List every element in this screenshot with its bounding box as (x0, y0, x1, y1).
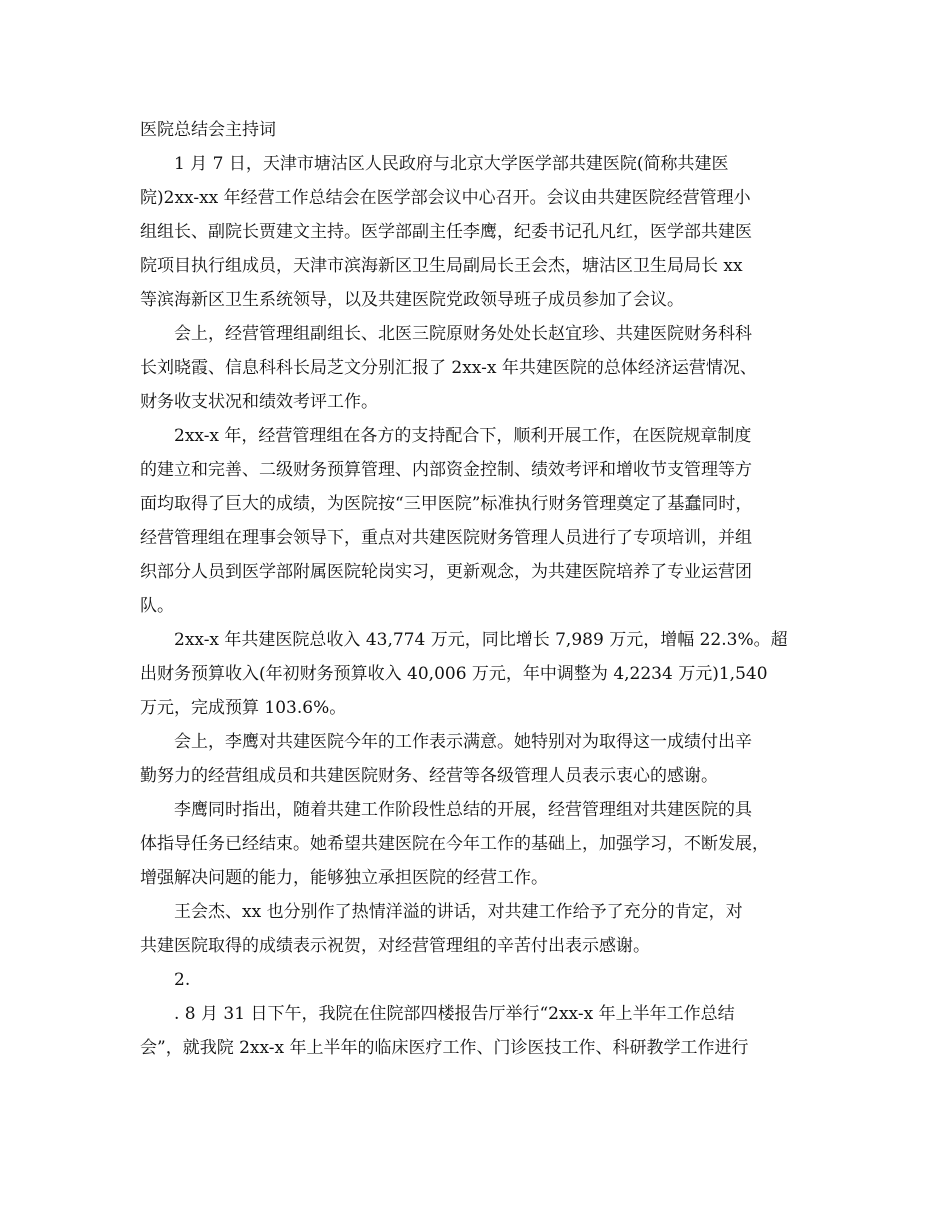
paragraph-line: 院项目执行组成员，天津市滨海新区卫生局副局长王会杰，塘沽区卫生局局长 xx (140, 256, 743, 276)
document-title: 医院总结会主持词 (140, 120, 276, 140)
paragraph-line: 2. (174, 970, 191, 990)
paragraph-1 (140, 147, 812, 317)
paragraph-line: 院)2xx-xx 年经营工作总结会在医学部会议中心召开。会议由共建医院经营管理小 (140, 188, 751, 208)
paragraph-2 (140, 317, 812, 419)
section-number (140, 963, 812, 997)
paragraph-line: 等滨海新区卫生系统领导，以及共建医院党政领导班子成员参加了会议。 (140, 290, 684, 310)
paragraph-line: 长刘晓霞、信息科科长局芝文分别汇报了 2xx-x 年共建医院的总体经济运营情况、 (140, 358, 757, 378)
paragraph-5 (140, 725, 812, 793)
paragraph-line: 队。 (140, 596, 174, 616)
paragraph-4 (140, 623, 812, 725)
paragraph-line: 的建立和完善、二级财务预算管理、内部资金控制、绩效考评和增收节支管理等方 (140, 460, 752, 480)
paragraph-line: 经营管理组在理事会领导下，重点对共建医院财务管理人员进行了专项培训，并组 (140, 528, 752, 548)
paragraph-line: 王会杰、xx 也分别作了热情洋溢的讲话，对共建工作给予了充分的肯定，对 (174, 902, 743, 922)
paragraph-line: 面均取得了巨大的成绩，为医院按“三甲医院”标准执行财务管理奠定了基蠢同时， (140, 494, 753, 514)
paragraph-line: 2xx-x 年共建医院总收入 43,774 万元，同比增长 7,989 万元，增幅 22.3%。超 (174, 630, 788, 650)
paragraph-line: 增强解决问题的能力，能够独立承担医院的经营工作。 (140, 868, 548, 888)
paragraph-3 (140, 419, 812, 623)
paragraph-line: . 8 月 31 日下午，我院在住院部四楼报告厅举行“2xx-x 年上半年工作总结 (174, 1004, 735, 1024)
paragraph-line: 组组长、副院长贾建文主持。医学部副主任李鹰，纪委书记孔凡红，医学部共建医 (140, 222, 752, 242)
paragraph-line: 会上，经营管理组副组长、北医三院原财务处处长赵宜珍、共建医院财务科科 (174, 324, 752, 344)
paragraph-7 (140, 895, 812, 963)
paragraph-line: 万元，完成预算 103.6%。 (140, 698, 347, 718)
paragraph-line: 出财务预算收入(年初财务预算收入 40,006 万元，年中调整为 4,2234 万元)1,540 (140, 664, 768, 684)
document-body (140, 113, 812, 1065)
paragraph-line: 2xx-x 年，经营管理组在各方的支持配合下，顺利开展工作，在医院规章制度 (174, 426, 752, 446)
paragraph-6 (140, 793, 812, 895)
paragraph-line: 1 月 7 日，天津市塘沽区人民政府与北京大学医学部共建医院(简称共建医 (174, 154, 729, 174)
paragraph-line: 会上，李鹰对共建医院今年的工作表示满意。她特别对为取得这一成绩付出辛 (174, 732, 752, 752)
paragraph-line: 勤努力的经营组成员和共建医院财务、经营等各级管理人员表示衷心的感谢。 (140, 766, 718, 786)
paragraph-8 (140, 997, 812, 1065)
paragraph-line: 共建医院取得的成绩表示祝贺，对经营管理组的辛苦付出表示感谢。 (140, 936, 650, 956)
paragraph-line: 李鹰同时指出，随着共建工作阶段性总结的开展，经营管理组对共建医院的具 (174, 800, 752, 820)
paragraph-line: 财务收支状况和绩效考评工作。 (140, 392, 378, 412)
paragraph-line: 织部分人员到医学部附属医院轮岗实习，更新观念，为共建医院培养了专业运营团 (140, 562, 752, 582)
paragraph-line: 会”，就我院 2xx-x 年上半年的临床医疗工作、门诊医技工作、科研教学工作进行 (140, 1038, 749, 1058)
paragraph-line: 体指导任务已经结束。她希望共建医院在今年工作的基础上，加强学习，不断发展， (140, 834, 769, 854)
